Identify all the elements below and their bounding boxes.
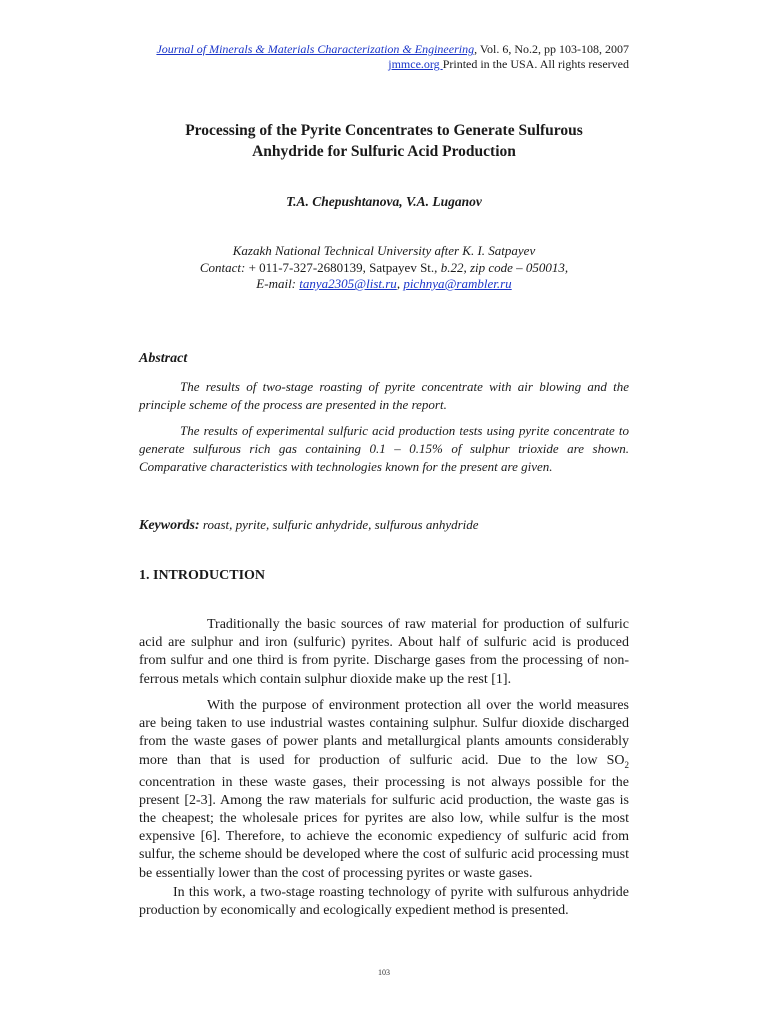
university: Kazakh National Technical University after K. I. Satpayev (232, 243, 536, 258)
page-number: 103 (378, 968, 390, 977)
contact-label: Contact: (199, 259, 246, 275)
abstract-paragraph-1: The results of two-stage roasting of pyrite concentrate with air blowing and the principle scheme of the process are presented in the report. (139, 379, 629, 413)
contact-rest: b.22, zip code – 050013, (440, 259, 569, 275)
volume-info: , Vol. 6, No.2, pp 103-108, 2007 (474, 42, 629, 56)
abstract-heading: Abstract (139, 351, 188, 366)
so2-subscript: 2 (624, 759, 629, 770)
authors: T.A. Chepushtanova, V.A. Luganov (286, 194, 482, 209)
intro-paragraph-2-part-a: With the purpose of environment protection all over the world measures are being taken to use industrial wastes containing sulphur. Sulfur dioxide discharged from the waste gases of power plants and metallurgical plants amounts considerably more than that is used for production of sulfuric acid. Due to the low SO (139, 698, 629, 768)
title-line-1: Processing of the Pyrite Concentrates to Generate Sulfurous (185, 122, 583, 139)
affiliation (139, 243, 629, 293)
paper-title (139, 120, 629, 162)
email-link-2[interactable]: pichnya@rambler.ru (403, 276, 512, 291)
title-line-2: Anhydride for Sulfuric Acid Production (252, 143, 516, 160)
introduction-heading: 1. INTRODUCTION (139, 568, 266, 583)
rights-notice: Printed in the USA. All rights reserved (442, 57, 629, 71)
keywords-text: roast, pyrite, sulfuric anhydride, sulfurous anhydride (199, 517, 479, 532)
keywords-label: Keywords: (139, 518, 200, 533)
email-separator: , (396, 276, 404, 291)
keywords (139, 516, 629, 535)
intro-paragraph-1: Traditionally the basic sources of raw material for production of sulfuric acid are sulphur and iron (sulfuric) pyrites. About half of sulfuric acid is produced from sulfur and one third is from pyrite. Discharge gases from the processing of non-ferrous metals which contain sulphur dioxide make up the rest [1]. (139, 617, 629, 687)
intro-paragraph-2 (139, 697, 629, 883)
intro-paragraph-2-part-b: concentration in these waste gases, their processing is not always possible for the present [2-3]. Among the raw materials for sulfuric acid production, the waste gas is the cheapest; the wholesale prices for pyrites are also low, while sulfur is the most expensive [6]. Therefore, to achieve the economic expediency of sulfuric acid from sulfur, the scheme should be developed where the cost of sulfuric acid processing must be essentially lower than the cost of processing pyrites or waste gases. (139, 774, 629, 881)
email-label: E-mail: (256, 276, 300, 291)
contact-phone: + 011-7-327-2680139, Satpayev St., (245, 259, 441, 275)
journal-header (156, 42, 629, 72)
email-link-1[interactable]: tanya2305@list.ru (299, 276, 397, 291)
journal-name-link[interactable]: Journal of Minerals & Materials Characterization & Engineering (156, 42, 475, 56)
intro-paragraph-3: In this work, a two-stage roasting technology of pyrite with sulfurous anhydride production by economically and ecologically expedient method is presented. (139, 885, 629, 919)
abstract-paragraph-2: The results of experimental sulfuric acid production tests using pyrite concentrate to generate sulfurous rich gas containing 0.1 – 0.15% of sulphur trioxide are shown. Comparative characteristics with technologies known for the present are given. (139, 423, 629, 475)
journal-site-link[interactable]: jmmce.org (388, 57, 443, 71)
